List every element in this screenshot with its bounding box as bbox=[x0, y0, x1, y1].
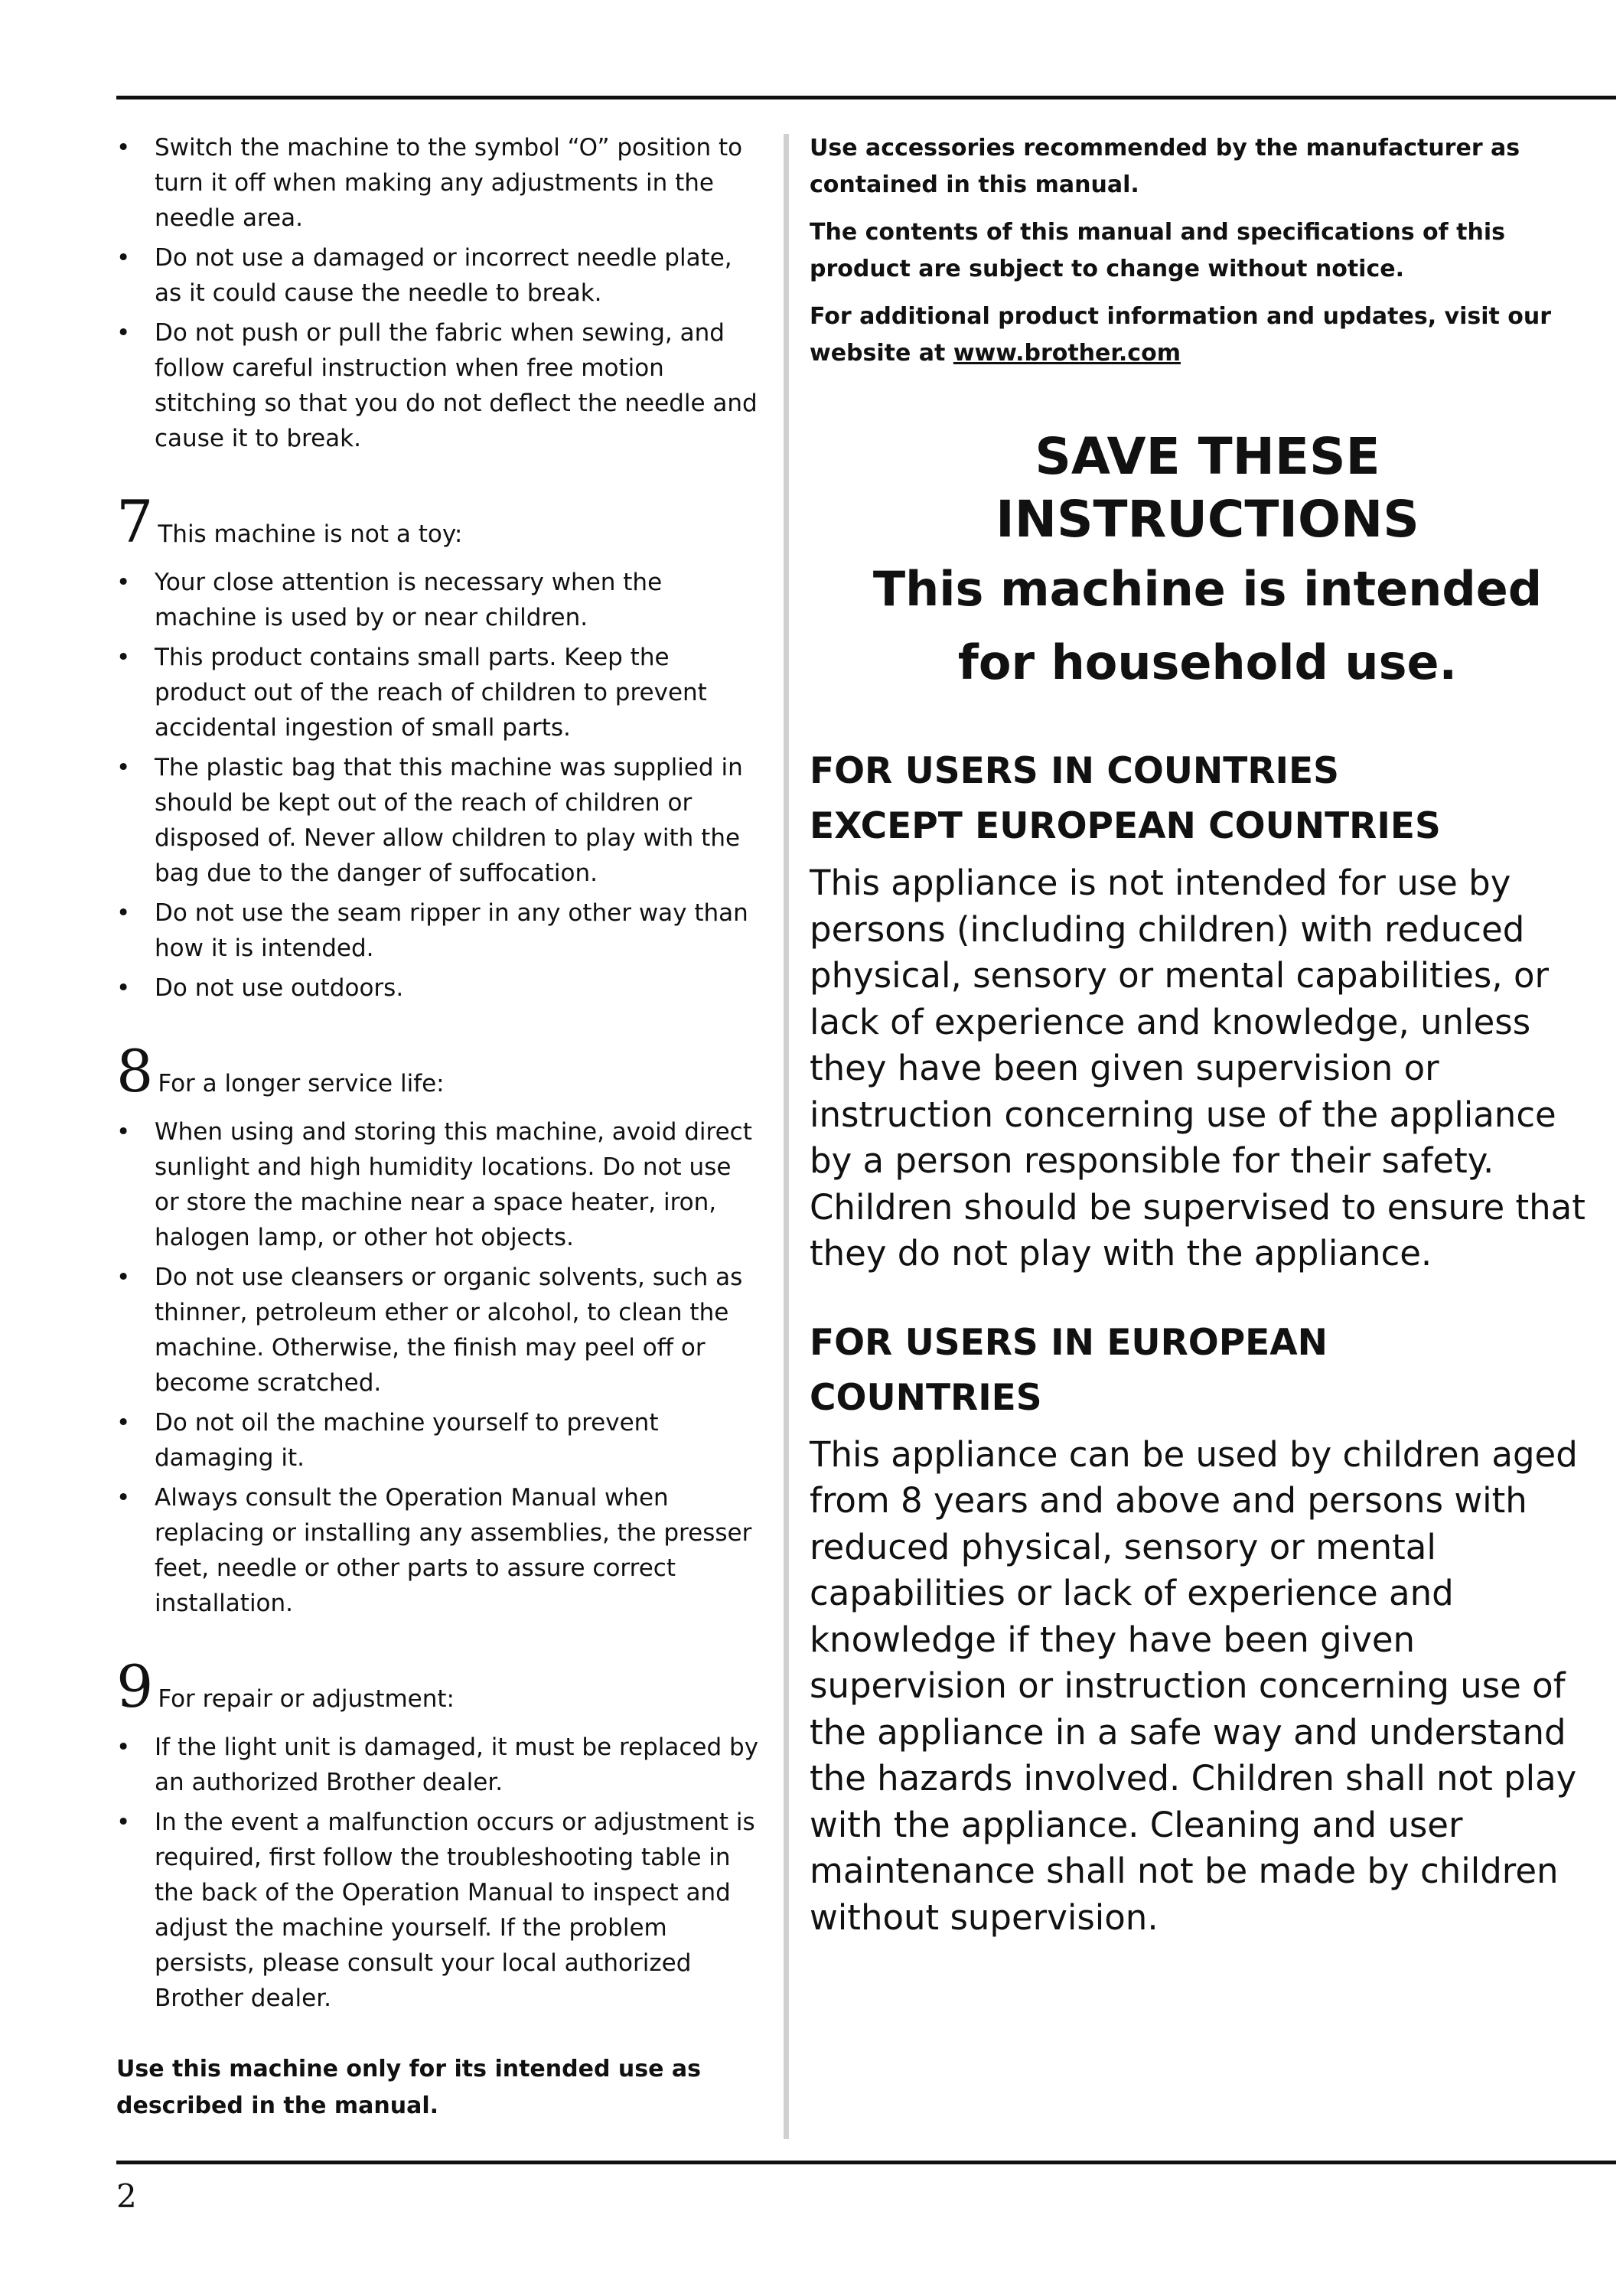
save-instructions-line-1: SAVE THESE bbox=[1035, 427, 1380, 486]
section-7-heading bbox=[116, 488, 761, 556]
section-9-bullet-list bbox=[116, 1730, 761, 2016]
website-note-text: For additional product information and updates, visit our website at bbox=[810, 303, 1552, 367]
list-item: • Do not use the seam ripper in any other way than how it is intended. bbox=[116, 895, 761, 966]
section-number: 8 bbox=[116, 1037, 154, 1105]
section-7-bullet-list bbox=[116, 565, 761, 1006]
heading-line: EXCEPT EUROPEAN COUNTRIES bbox=[810, 805, 1441, 847]
non-european-heading bbox=[810, 744, 1605, 854]
european-heading bbox=[810, 1316, 1605, 1426]
right-column bbox=[810, 130, 1605, 1941]
section-9-heading bbox=[116, 1652, 761, 1720]
heading-line: COUNTRIES bbox=[810, 1376, 1042, 1419]
list-item: • This product contains small parts. Keep the product out of the reach of children to prevent accidental ingestion of small parts. bbox=[116, 640, 761, 745]
household-use-line-2: for household use. bbox=[957, 634, 1458, 690]
heading-line: FOR USERS IN EUROPEAN bbox=[810, 1321, 1328, 1364]
list-item: • If the light unit is damaged, it must be replaced by an authorized Brother dealer. bbox=[116, 1730, 761, 1800]
website-note bbox=[810, 298, 1605, 372]
list-item: • Do not use cleansers or organic solvents, such as thinner, petroleum ether or alcohol, to clean the machine. Otherwise, the finish may peel off or become scratched. bbox=[116, 1260, 761, 1401]
accessories-note: Use accessories recommended by the manufacturer as contained in this manual. bbox=[810, 135, 1520, 198]
top-rule bbox=[116, 96, 1616, 99]
page-number: 2 bbox=[116, 2177, 137, 2215]
bottom-rule bbox=[116, 2161, 1616, 2164]
save-instructions-line-2: INSTRUCTIONS bbox=[996, 490, 1419, 549]
list-item: • Your close attention is necessary when the machine is used by or near children. bbox=[116, 565, 761, 635]
list-item: • In the event a malfunction occurs or adjustment is required, first follow the troubleshooting table in the back of the Operation Manual to inspect and adjust the machine yourself. If the problem persists, please consult your local authorized Brother dealer. bbox=[116, 1805, 761, 2016]
section-title: This machine is not a toy: bbox=[158, 520, 463, 548]
list-item: • Do not use a damaged or incorrect needle plate, as it could cause the needle to break. bbox=[116, 240, 761, 311]
section-title: For repair or adjustment: bbox=[158, 1685, 455, 1713]
intended-use-note: Use this machine only for its intended use as described in the manual. bbox=[116, 2056, 701, 2119]
non-european-paragraph: This appliance is not intended for use by persons (including children) with reduced physical, sensory or mental capabilities, or lack of experience and knowledge, unless they have been given supervision or instruction concerning use of the appliance by a person responsible for their safety. Children should be supervised to ensure that they do not play with the appliance. bbox=[810, 863, 1586, 1274]
column-divider bbox=[784, 134, 789, 2139]
website-link[interactable]: www.brother.com bbox=[953, 340, 1181, 367]
list-item: • Always consult the Operation Manual when replacing or installing any assemblies, the presser feet, needle or other parts to assure correct installation. bbox=[116, 1480, 761, 1621]
list-item: • Do not push or pull the fabric when sewing, and follow careful instruction when free motion stitching so that you do not deflect the needle and cause it to break. bbox=[116, 315, 761, 456]
list-item: • Do not use outdoors. bbox=[116, 970, 761, 1006]
specifications-note: The contents of this manual and specifications of this product are subject to change without notice. bbox=[810, 219, 1505, 282]
left-column bbox=[116, 130, 761, 2125]
european-paragraph: This appliance can be used by children aged from 8 years and above and persons with reduced physical, sensory or mental capabilities or lack of experience and knowledge if they have been given supervision or instruction concerning use of the appliance in a safe way and understand the hazards involved. Children shall not play with the appliance. Cleaning and user maintenance shall not be made by children without supervision. bbox=[810, 1433, 1578, 1938]
section-number: 7 bbox=[116, 488, 154, 556]
section-8-bullet-list bbox=[116, 1114, 761, 1621]
section-number: 9 bbox=[116, 1652, 154, 1720]
heading-line: FOR USERS IN COUNTRIES bbox=[810, 750, 1339, 792]
household-use-line-1: This machine is intended bbox=[872, 561, 1543, 617]
list-item: • The plastic bag that this machine was supplied in should be kept out of the reach of children or disposed of. Never allow children to play with the bag due to the danger of suffocation. bbox=[116, 750, 761, 891]
save-instructions-block bbox=[810, 426, 1605, 698]
section-title: For a longer service life: bbox=[158, 1070, 445, 1097]
section-8-heading bbox=[116, 1037, 761, 1105]
list-item: • Do not oil the machine yourself to prevent damaging it. bbox=[116, 1405, 761, 1476]
intro-bullet-list bbox=[116, 130, 761, 456]
list-item: • When using and storing this machine, avoid direct sunlight and high humidity locations. Do not use or store the machine near a space heater, iron, halogen lamp, or other hot objects. bbox=[116, 1114, 761, 1255]
list-item: • Switch the machine to the symbol “O” position to turn it off when making any adjustments in the needle area. bbox=[116, 130, 761, 236]
